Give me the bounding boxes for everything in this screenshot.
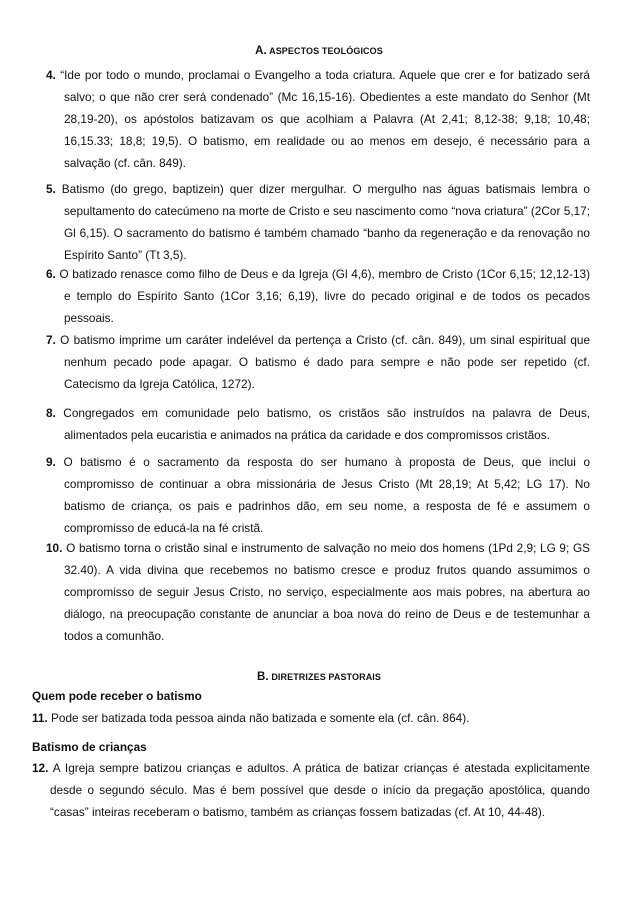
paragraph-text: O batismo é o sacramento da resposta do ser humano à proposta de Deus, que inclui o compromisso de continuar a obra missionária de Jesus Cristo (Mt 28,19; At 5,42; LG 17). No batismo de criança, os pais e padrinhos dão, em seu nome, a resposta de fé e assumem o compromisso de educá-la na fé cristã. [63, 455, 590, 535]
section-b-title: DIRETRIZES PASTORAIS [271, 672, 381, 682]
subheading-who-can-be-baptized: Quem pode receber o batismo [32, 689, 202, 703]
paragraph-number: 5. [46, 182, 56, 196]
paragraph-4 [46, 64, 590, 174]
paragraph-number: 7. [46, 333, 56, 347]
paragraph-number: 12. [32, 761, 49, 775]
paragraph-text: “Ide por todo o mundo, proclamai o Evangelho a toda criatura. Aquele que crer e for batizado será salvo; o que não crer será condenado” (Mc 16,15-16). Obedientes a este mandato do Senhor (Mt 28,19-20), os apóstolos batizavam os que acolhiam a Palavra (At 2,41; 8,12-38; 9,18; 10,48; 16,15.33; 18,8; 19,5). O batismo, em realidade ou ao menos em desejo, é necessário para a salvação (cf. cân. 849). [60, 68, 590, 170]
paragraph-9 [46, 451, 590, 539]
paragraph-text: Batismo (do grego, baptizein) quer dizer mergulhar. O mergulho nas águas batismais lembra o sepultamento do catecúmeno na morte de Cristo e seu nascimento como “nova criatura” (2Cor 5,17; Gl 6,15). O sacramento do batismo é também chamado “banho da regeneração e da renovação no Espírito Santo” (Tt 3,5). [61, 182, 590, 262]
section-b-letter: B. [257, 671, 269, 683]
section-a-title: ASPECTOS TEOLÓGICOS [269, 46, 383, 56]
section-b-heading [0, 671, 638, 683]
paragraph-text: O batismo imprime um caráter indelével da pertença a Cristo (cf. cân. 849), um sinal espiritual que nenhum pecado pode apagar. O batismo é dado para sempre e não pode ser repetido (cf. Catecismo da Igreja Católica, 1272). [60, 333, 591, 391]
paragraph-text: O batismo torna o cristão sinal e instrumento de salvação no meio dos homens (1Pd 2,9; LG 9; GS 32.40). A vida divina que recebemos no batismo cresce e produz frutos quando assumimos o compromisso de seguir Jesus Cristo, no serviço, especialmente aos mais pobres, na abertura ao diálogo, na preocupação constante de anunciar a boa nova do reino de Deus e de testemunhar a todos a comunhão. [64, 541, 590, 643]
paragraph-number: 6. [46, 267, 56, 281]
section-a-heading [0, 45, 638, 57]
paragraph-number: 8. [46, 406, 56, 420]
section-a-letter: A. [255, 45, 267, 57]
paragraph-text: O batizado renasce como filho de Deus e da Igreja (Gl 4,6), membro de Cristo (1Cor 6,15; 12,12-13) e templo do Espírito Santo (1Cor 3,16; 6,19), livre do pecado original e de todos os pecados pessoais. [59, 267, 590, 325]
paragraph-number: 4. [46, 68, 56, 82]
paragraph-text: Congregados em comunidade pelo batismo, os cristãos são instruídos na palavra de Deus, alimentados pela eucaristia e animados na prática da caridade e dos compromissos cristãos. [63, 406, 591, 442]
subheading-child-baptism: Batismo de crianças [32, 740, 147, 754]
paragraph-number: 10. [46, 541, 63, 555]
paragraph-5 [46, 178, 590, 266]
paragraph-7 [46, 329, 590, 395]
paragraph-8 [46, 402, 590, 446]
paragraph-10 [46, 537, 590, 647]
paragraph-11 [32, 707, 590, 729]
paragraph-text: Pode ser batizada toda pessoa ainda não batizada e somente ela (cf. cân. 864). [51, 711, 470, 725]
paragraph-number: 11. [32, 711, 48, 725]
paragraph-12 [32, 757, 590, 823]
paragraph-6 [46, 263, 590, 329]
paragraph-number: 9. [46, 455, 56, 469]
paragraph-text: A Igreja sempre batizou crianças e adultos. A prática de batizar crianças é atestada explicitamente desde o segundo século. Mas é bem possível que desde o início da pregação apostólica, quando “casas” inteiras receberam o batismo, também as crianças fossem batizadas (cf. At 10, 44-48). [50, 761, 590, 819]
